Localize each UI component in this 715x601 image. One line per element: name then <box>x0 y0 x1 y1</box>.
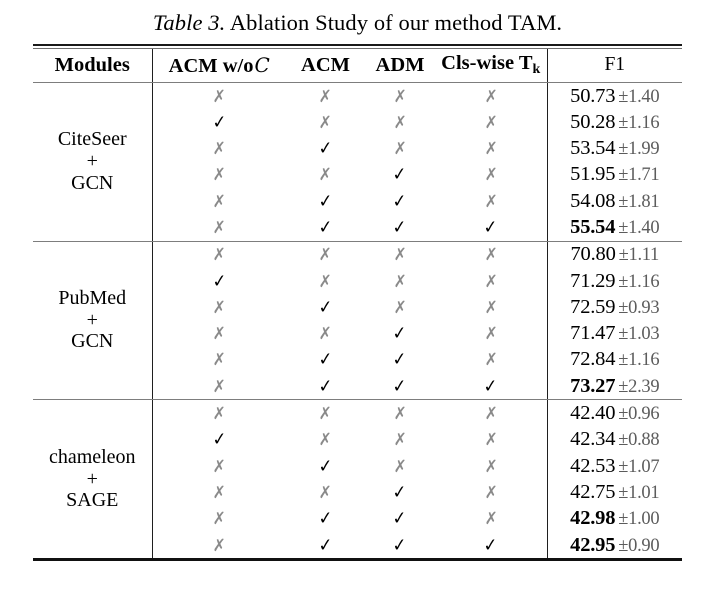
cell-acm <box>286 532 365 558</box>
cell-acm-wo-c <box>152 373 286 399</box>
module-label-line: SAGE <box>66 489 119 512</box>
f1-std: ±1.16 <box>618 112 660 133</box>
cell-adm <box>365 453 435 479</box>
cross-icon: ✗ <box>484 482 498 503</box>
table-row <box>33 242 682 268</box>
cross-icon: ✗ <box>484 509 498 530</box>
check-icon: ✓ <box>317 507 334 530</box>
f1-std: ±1.11 <box>618 245 659 266</box>
check-icon: ✓ <box>392 481 408 504</box>
cross-icon: ✗ <box>318 430 333 451</box>
cross-icon: ✗ <box>393 271 407 292</box>
cross-icon: ✗ <box>484 245 498 266</box>
cross-icon: ✗ <box>484 86 498 107</box>
f1-value: 53.54 <box>570 137 616 160</box>
cross-icon: ✗ <box>393 404 407 425</box>
cell-acm-wo-c <box>152 214 286 240</box>
f1-value: 72.59 <box>570 295 616 318</box>
header-cls-wise-text: Cls-wise <box>441 52 515 75</box>
cell-adm <box>365 83 435 109</box>
cross-icon: ✗ <box>484 271 498 292</box>
cross-icon: ✗ <box>212 350 226 371</box>
cross-icon: ✗ <box>212 191 226 212</box>
cross-icon: ✗ <box>484 191 498 212</box>
cell-adm <box>365 162 435 188</box>
table-caption-text: Ablation Study of our method TAM. <box>225 10 563 35</box>
f1-value: 42.75 <box>570 480 616 503</box>
cell-acm-wo-c <box>152 506 286 532</box>
cell-f1 <box>547 453 682 479</box>
cell-f1 <box>547 83 682 109</box>
f1-value: 50.73 <box>570 84 616 107</box>
cell-f1 <box>547 242 682 268</box>
module-label-line: GCN <box>71 330 114 353</box>
check-icon: ✓ <box>392 163 408 186</box>
cell-acm-wo-c <box>152 188 286 214</box>
f1-std: ±1.00 <box>618 509 660 530</box>
cross-icon: ✗ <box>212 324 226 345</box>
cell-acm <box>286 400 365 426</box>
check-icon: ✓ <box>392 216 408 239</box>
module-label-line: + <box>86 308 98 331</box>
cell-acm <box>286 268 365 294</box>
cell-adm <box>365 506 435 532</box>
module-label-cell <box>33 242 152 400</box>
cell-acm <box>286 373 365 399</box>
cell-cls-wise <box>435 506 547 532</box>
cross-icon: ✗ <box>318 112 333 133</box>
module-label-line: + <box>86 467 98 490</box>
table-caption-label: Table 3. <box>152 10 226 35</box>
cross-icon: ✗ <box>318 324 333 345</box>
cell-acm <box>286 242 365 268</box>
cross-icon: ✗ <box>393 139 407 160</box>
table-row <box>33 83 682 109</box>
ablation-table <box>33 44 682 561</box>
f1-std: ±1.07 <box>618 456 660 477</box>
cell-acm <box>286 321 365 347</box>
table-caption <box>0 0 715 36</box>
f1-std: ±1.40 <box>618 86 660 107</box>
cross-icon: ✗ <box>484 139 498 160</box>
cell-acm-wo-c <box>152 453 286 479</box>
cross-icon: ✗ <box>484 112 498 133</box>
check-icon: ✓ <box>317 296 334 319</box>
cross-icon: ✗ <box>484 324 498 345</box>
cell-acm-wo-c <box>152 427 286 453</box>
cross-icon: ✗ <box>393 297 407 318</box>
cross-icon: ✗ <box>318 86 333 107</box>
cross-icon: ✗ <box>212 482 226 503</box>
cross-icon: ✗ <box>212 139 226 160</box>
cross-icon: ✗ <box>484 297 498 318</box>
header-adm: ADM <box>375 53 425 76</box>
check-icon: ✓ <box>211 111 228 134</box>
cell-acm-wo-c <box>152 162 286 188</box>
cross-icon: ✗ <box>318 165 333 186</box>
check-icon: ✓ <box>392 348 408 371</box>
cell-f1 <box>547 532 682 558</box>
cell-cls-wise <box>435 347 547 373</box>
check-icon: ✓ <box>317 455 334 478</box>
f1-value: 42.98 <box>570 507 616 530</box>
cell-cls-wise <box>435 294 547 320</box>
cell-acm <box>286 109 365 135</box>
cell-adm <box>365 400 435 426</box>
f1-value: 54.08 <box>570 189 616 212</box>
cross-icon: ✗ <box>484 456 498 477</box>
cell-f1 <box>547 135 682 161</box>
f1-value: 73.27 <box>570 374 616 397</box>
f1-value: 42.40 <box>570 402 616 425</box>
module-label-line: CiteSeer <box>57 128 127 151</box>
header-calligraphic-c: C <box>254 52 270 77</box>
cell-adm <box>365 135 435 161</box>
cross-icon: ✗ <box>393 456 407 477</box>
cell-acm <box>286 347 365 373</box>
check-icon: ✓ <box>317 348 334 371</box>
cross-icon: ✗ <box>212 456 226 477</box>
cell-acm-wo-c <box>152 109 286 135</box>
f1-value: 55.54 <box>570 216 616 238</box>
cell-f1 <box>547 214 682 240</box>
cross-icon: ✗ <box>318 271 333 292</box>
cell-adm <box>365 321 435 347</box>
cell-f1 <box>547 321 682 347</box>
check-icon: ✓ <box>392 534 408 557</box>
cell-acm <box>286 294 365 320</box>
check-icon: ✓ <box>392 322 408 345</box>
cell-acm <box>286 506 365 532</box>
cell-acm-wo-c <box>152 321 286 347</box>
cell-f1 <box>547 506 682 532</box>
cross-icon: ✗ <box>393 86 407 107</box>
cross-icon: ✗ <box>212 404 226 425</box>
ablation-table-grid <box>33 49 682 558</box>
cell-acm <box>286 453 365 479</box>
table-top-rule <box>33 44 682 46</box>
f1-std: ±1.16 <box>618 350 660 371</box>
header-modules: Modules <box>54 53 130 76</box>
check-icon: ✓ <box>317 137 334 160</box>
cell-f1 <box>547 373 682 399</box>
cell-f1 <box>547 347 682 373</box>
f1-std: ±1.16 <box>618 271 660 292</box>
f1-std: ±1.03 <box>618 324 660 345</box>
check-icon: ✓ <box>392 375 408 398</box>
cell-acm-wo-c <box>152 242 286 268</box>
cell-acm <box>286 479 365 505</box>
cell-adm <box>365 479 435 505</box>
check-icon: ✓ <box>317 375 334 398</box>
cross-icon: ✗ <box>484 430 498 451</box>
cell-f1 <box>547 188 682 214</box>
header-acm-wo-c-text: ACM w/o <box>168 54 254 77</box>
cell-adm <box>365 242 435 268</box>
cross-icon: ✗ <box>212 297 226 318</box>
f1-std: ±0.88 <box>618 430 660 451</box>
check-icon: ✓ <box>211 428 228 451</box>
f1-value: 72.84 <box>570 348 616 371</box>
module-label-cell <box>33 83 152 241</box>
f1-std: ±0.93 <box>618 297 660 318</box>
cross-icon: ✗ <box>212 376 226 397</box>
check-icon: ✓ <box>482 375 499 398</box>
cell-f1 <box>547 294 682 320</box>
cell-cls-wise <box>435 268 547 294</box>
f1-std: ±1.99 <box>618 139 660 160</box>
cell-acm-wo-c <box>152 347 286 373</box>
check-icon: ✓ <box>482 534 499 557</box>
cell-acm-wo-c <box>152 479 286 505</box>
cell-f1 <box>547 162 682 188</box>
cell-cls-wise <box>435 242 547 268</box>
table-row <box>33 400 682 426</box>
cell-adm <box>365 268 435 294</box>
cell-adm <box>365 532 435 558</box>
cell-acm-wo-c <box>152 532 286 558</box>
table-header <box>33 49 682 82</box>
cell-f1 <box>547 479 682 505</box>
cell-cls-wise <box>435 532 547 558</box>
f1-std: ±0.90 <box>618 535 660 556</box>
f1-std: ±1.81 <box>618 191 660 212</box>
cell-f1 <box>547 427 682 453</box>
module-label-cell <box>33 400 152 558</box>
header-t-symbol: T <box>518 52 533 75</box>
cross-icon: ✗ <box>393 245 407 266</box>
cross-icon: ✗ <box>212 245 226 266</box>
module-label-line: PubMed <box>58 287 127 310</box>
f1-std: ±1.01 <box>618 482 660 503</box>
cross-icon: ✗ <box>484 165 498 186</box>
cell-cls-wise <box>435 321 547 347</box>
header-acm-wo-c <box>152 49 286 82</box>
cell-acm-wo-c <box>152 135 286 161</box>
header-f1: F1 <box>547 49 682 82</box>
cell-cls-wise <box>435 188 547 214</box>
cell-cls-wise <box>435 453 547 479</box>
cross-icon: ✗ <box>212 535 226 556</box>
check-icon: ✓ <box>317 190 334 213</box>
cell-acm <box>286 188 365 214</box>
module-label-line: + <box>86 149 98 172</box>
check-icon: ✓ <box>482 216 499 239</box>
f1-value: 71.47 <box>570 322 616 345</box>
f1-value: 42.95 <box>570 533 616 556</box>
cell-f1 <box>547 268 682 294</box>
cell-cls-wise <box>435 214 547 240</box>
cross-icon: ✗ <box>318 404 333 425</box>
cell-cls-wise <box>435 373 547 399</box>
check-icon: ✓ <box>392 507 408 530</box>
cell-acm-wo-c <box>152 83 286 109</box>
table-body <box>33 82 682 558</box>
module-label-line: GCN <box>71 171 114 194</box>
f1-value: 50.28 <box>570 110 616 133</box>
cross-icon: ✗ <box>318 245 333 266</box>
cell-acm <box>286 135 365 161</box>
cell-adm <box>365 188 435 214</box>
cell-cls-wise <box>435 162 547 188</box>
module-label-line: chameleon <box>48 445 136 468</box>
cell-acm <box>286 427 365 453</box>
header-row <box>33 49 682 82</box>
cell-adm <box>365 347 435 373</box>
cell-f1 <box>547 109 682 135</box>
cell-adm <box>365 373 435 399</box>
cross-icon: ✗ <box>393 430 407 451</box>
cross-icon: ✗ <box>212 165 226 186</box>
cross-icon: ✗ <box>212 86 226 107</box>
cell-acm <box>286 214 365 240</box>
cross-icon: ✗ <box>212 509 226 530</box>
cell-adm <box>365 109 435 135</box>
cell-adm <box>365 214 435 240</box>
cell-cls-wise <box>435 479 547 505</box>
cross-icon: ✗ <box>318 482 333 503</box>
f1-value: 70.80 <box>570 243 616 266</box>
f1-value: 71.29 <box>570 269 616 292</box>
cell-acm-wo-c <box>152 400 286 426</box>
check-icon: ✓ <box>392 190 408 213</box>
cross-icon: ✗ <box>393 112 407 133</box>
cell-adm <box>365 294 435 320</box>
f1-value: 51.95 <box>570 163 616 186</box>
f1-std: ±1.71 <box>618 165 660 186</box>
f1-value: 42.53 <box>570 454 616 477</box>
cell-cls-wise <box>435 83 547 109</box>
header-cls-wise-tk <box>435 49 547 82</box>
header-k-subscript: k <box>532 62 541 78</box>
check-icon: ✓ <box>317 216 334 239</box>
cell-acm <box>286 83 365 109</box>
table-bottom-rule <box>33 558 682 561</box>
cross-icon: ✗ <box>484 404 498 425</box>
f1-std: ±1.40 <box>618 218 660 238</box>
f1-std: ±2.39 <box>618 376 660 397</box>
cell-acm-wo-c <box>152 268 286 294</box>
cell-cls-wise <box>435 427 547 453</box>
cell-acm-wo-c <box>152 294 286 320</box>
cell-adm <box>365 427 435 453</box>
f1-value: 42.34 <box>570 428 616 451</box>
check-icon: ✓ <box>317 534 334 557</box>
cell-cls-wise <box>435 109 547 135</box>
cell-cls-wise <box>435 135 547 161</box>
cell-f1 <box>547 400 682 426</box>
f1-std: ±0.96 <box>618 404 660 425</box>
cross-icon: ✗ <box>212 218 226 238</box>
cell-cls-wise <box>435 400 547 426</box>
cell-acm <box>286 162 365 188</box>
cross-icon: ✗ <box>484 350 498 371</box>
header-acm: ACM <box>301 53 350 76</box>
check-icon: ✓ <box>211 270 228 293</box>
